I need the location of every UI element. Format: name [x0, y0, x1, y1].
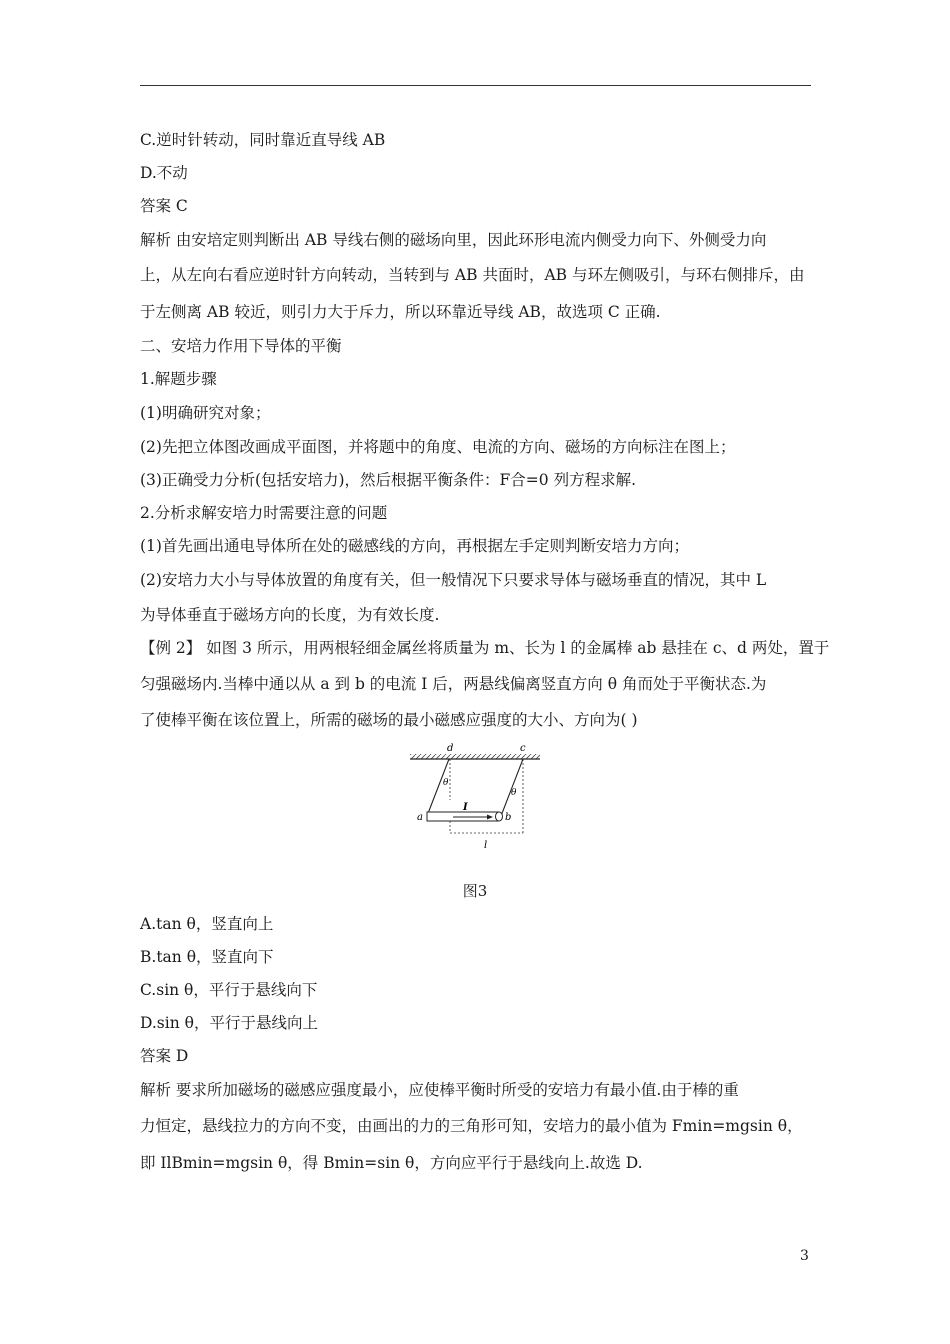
text-line: 即 IlBmin=mgsin θ，得 Bmin=sin θ，方向应平行于悬线向上.故选 D.: [140, 1154, 643, 1172]
text-line: 力恒定，悬线拉力的方向不变，由画出的力的三角形可知，安培力的最小值为 Fmin=mgsin θ，: [140, 1117, 803, 1135]
analysis-line: 解析 由安培定则判断出 AB 导线右侧的磁场向里，因此环形电流内侧受力向下、外侧受力向: [140, 231, 767, 249]
example-line: 【例 2】 如图 3 所示，用两根轻细金属丝将质量为 m、长为 l 的金属棒 ab 悬挂在 c、d 两处，置于: [140, 639, 830, 657]
text-line: 2.分析求解安培力时需要注意的问题: [140, 504, 388, 522]
text-line: 了使棒平衡在该位置上，所需的磁场的最小磁感应强度的大小、方向为( ): [140, 711, 638, 729]
text-line: 为导体垂直于磁场方向的长度，为有效长度.: [140, 606, 440, 624]
header-rule: [140, 85, 811, 86]
ceiling-hatch: [410, 754, 540, 759]
physics-diagram: [405, 740, 555, 855]
label-l: l: [484, 840, 488, 851]
text-line: C.逆时针转动，同时靠近直导线 AB: [140, 131, 386, 149]
text-line: (3)正确受力分析(包括安培力)，然后根据平衡条件：F合=0 列方程求解.: [140, 471, 637, 489]
text-line: (2)安培力大小与导体放置的角度有关，但一般情况下只要求导体与磁场垂直的情况，其中 L: [140, 571, 767, 589]
section-heading: 二、安培力作用下导体的平衡: [140, 337, 342, 355]
label-c: c: [520, 743, 526, 754]
text-line: D.不动: [140, 164, 188, 182]
text-line: 匀强磁场内.当棒中通以从 a 到 b 的电流 I 后，两悬线偏离竖直方向 θ 角而处于平衡状态.为: [140, 675, 767, 693]
answer-line: 答案 C: [140, 197, 188, 215]
analysis-line: 解析 要求所加磁场的磁感应强度最小，应使棒平衡时所受的安培力有最小值.由于棒的重: [140, 1081, 739, 1099]
option-a: A.tan θ，竖直向上: [140, 915, 274, 933]
option-b: B.tan θ，竖直向下: [140, 948, 274, 966]
text-line: (1)首先画出通电导体所在处的磁感线的方向，再根据左手定则判断安培力方向；: [140, 537, 689, 555]
theta-left: θ: [443, 778, 449, 788]
label-d: d: [447, 743, 454, 754]
figure-caption: 图3: [462, 882, 488, 900]
label-I: I: [463, 802, 468, 813]
text-line: 上，从左向右看应逆时针方向转动，当转到与 AB 共面时，AB 与环左侧吸引，与环右侧排斥，由: [140, 266, 805, 284]
rod-end: [496, 812, 503, 821]
label-a: a: [417, 812, 423, 823]
theta-right: θ: [511, 788, 517, 798]
option-d: D.sin θ，平行于悬线向上: [140, 1014, 318, 1032]
option-c: C.sin θ，平行于悬线向下: [140, 981, 318, 999]
answer-line: 答案 D: [140, 1047, 189, 1065]
label-b: b: [505, 812, 512, 823]
text-line: 于左侧离 AB 较近，则引力大于斥力，所以环靠近导线 AB，故选项 C 正确.: [140, 303, 661, 321]
text-line: (1)明确研究对象；: [140, 404, 271, 422]
page-number: 3: [800, 1248, 809, 1264]
text-line: (2)先把立体图改画成平面图，并将题中的角度、电流的方向、磁场的方向标注在图上；: [140, 438, 736, 456]
text-line: 1.解题步骤: [140, 370, 217, 388]
